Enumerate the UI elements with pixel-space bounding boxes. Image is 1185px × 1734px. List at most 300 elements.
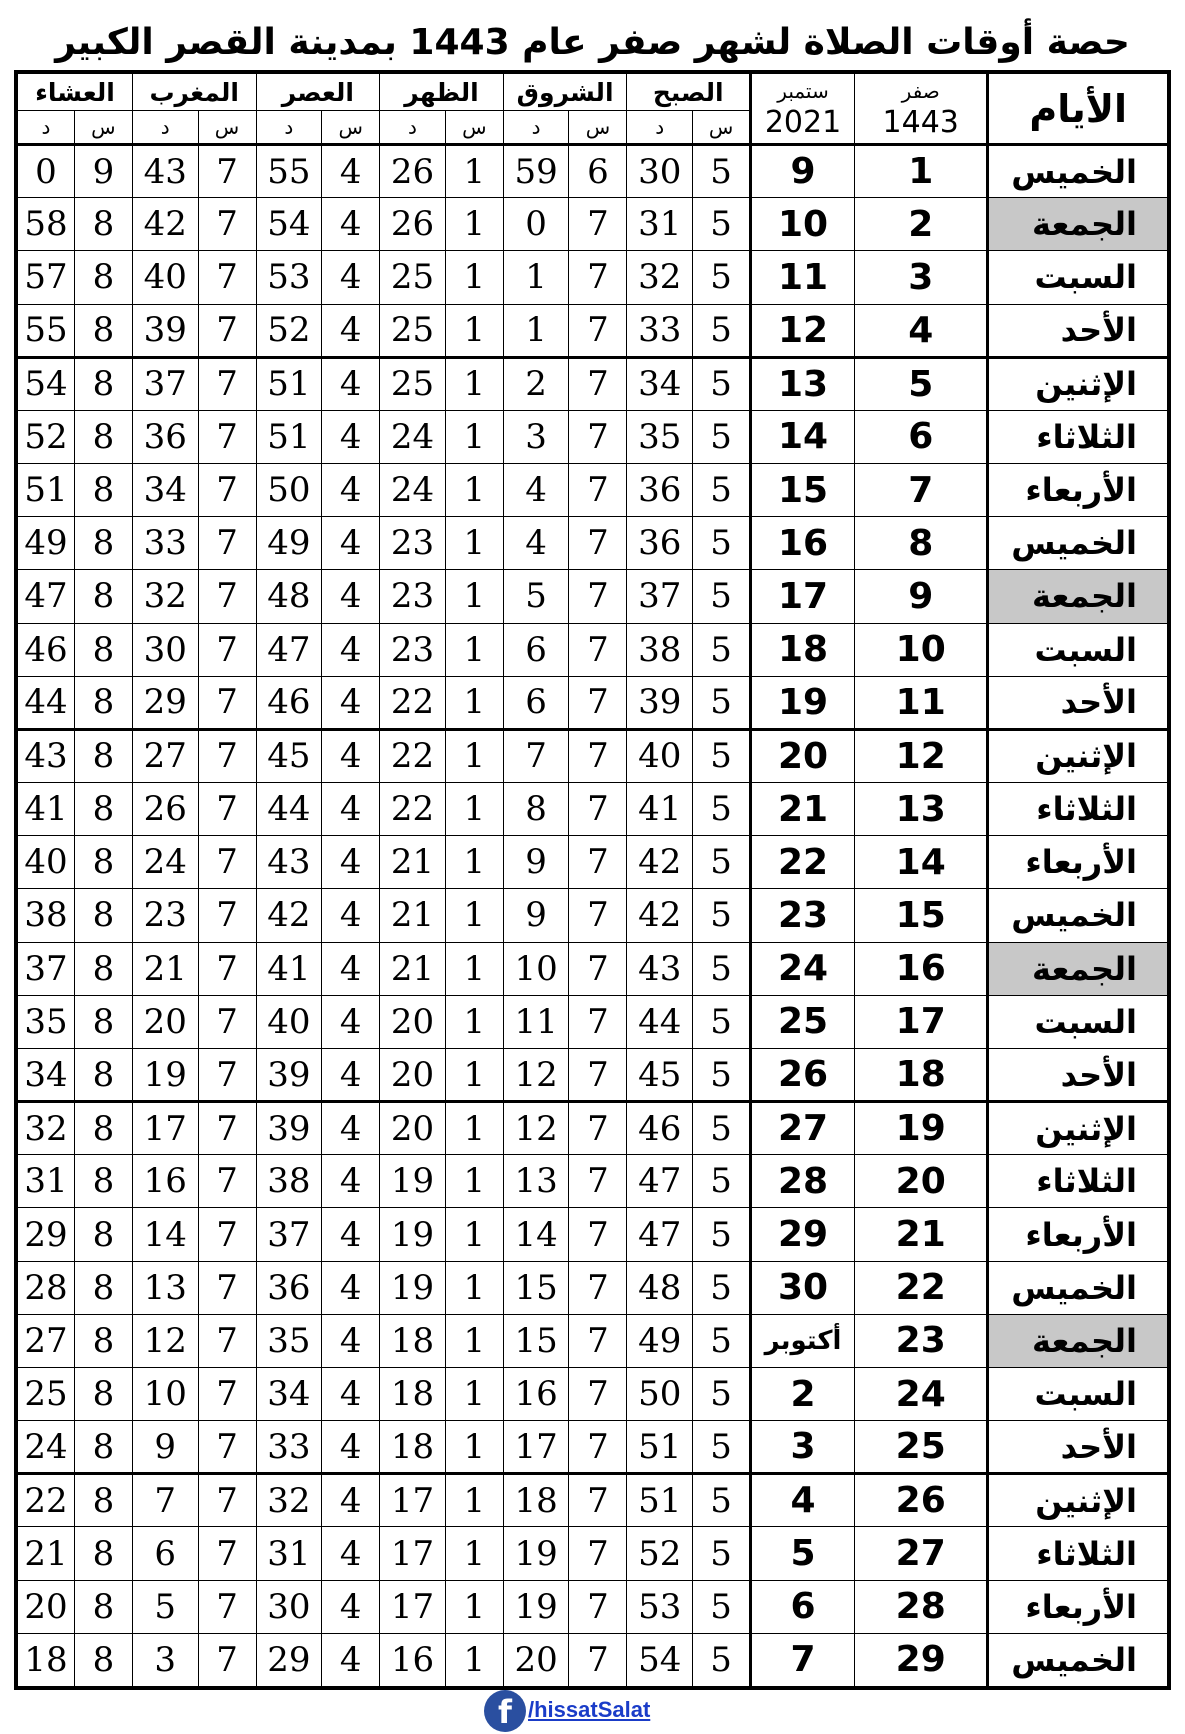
hour-cell: 4 bbox=[322, 1314, 380, 1367]
hour-cell: 7 bbox=[569, 1633, 627, 1686]
hour-cell: 4 bbox=[322, 1367, 380, 1420]
hour-cell: 7 bbox=[569, 1367, 627, 1420]
hour-cell: 4 bbox=[322, 729, 380, 782]
minute-cell: 20 bbox=[132, 995, 198, 1048]
minute-unit-label: د bbox=[256, 111, 322, 145]
gregorian-date-cell: 12 bbox=[751, 304, 855, 357]
hour-cell: 7 bbox=[198, 464, 256, 517]
hour-cell: 8 bbox=[74, 836, 132, 889]
minute-cell: 55 bbox=[18, 304, 75, 357]
hijri-year: 1443 bbox=[882, 104, 959, 140]
day-name-cell: الخميس bbox=[988, 889, 1168, 942]
table-row bbox=[18, 889, 1168, 942]
hijri-date-cell: 9 bbox=[854, 570, 987, 623]
gregorian-date-cell: 7 bbox=[751, 1633, 855, 1686]
hijri-date-cell: 2 bbox=[854, 198, 987, 251]
minute-cell: 22 bbox=[380, 783, 446, 836]
hour-cell: 7 bbox=[198, 304, 256, 357]
minute-cell: 18 bbox=[18, 1633, 75, 1686]
hour-cell: 1 bbox=[445, 836, 503, 889]
minute-cell: 54 bbox=[627, 1633, 693, 1686]
hour-cell: 7 bbox=[198, 623, 256, 676]
minute-cell: 39 bbox=[256, 1048, 322, 1101]
hour-cell: 5 bbox=[693, 464, 751, 517]
minute-cell: 12 bbox=[132, 1314, 198, 1367]
minute-cell: 13 bbox=[132, 1261, 198, 1314]
minute-cell: 21 bbox=[380, 942, 446, 995]
hour-cell: 7 bbox=[198, 410, 256, 463]
hour-cell: 5 bbox=[693, 410, 751, 463]
hour-cell: 7 bbox=[569, 623, 627, 676]
minute-cell: 8 bbox=[503, 783, 569, 836]
minute-cell: 15 bbox=[503, 1314, 569, 1367]
hour-cell: 5 bbox=[693, 570, 751, 623]
prayer-header: العصر bbox=[256, 74, 380, 111]
days-header: الأيام bbox=[988, 74, 1168, 145]
hour-cell: 8 bbox=[74, 729, 132, 782]
table-row bbox=[18, 1102, 1168, 1155]
hour-cell: 5 bbox=[693, 357, 751, 410]
hour-cell: 1 bbox=[445, 942, 503, 995]
day-name-cell: الأربعاء bbox=[988, 464, 1168, 517]
day-name-cell: الأحد bbox=[988, 676, 1168, 729]
hour-cell: 1 bbox=[445, 1633, 503, 1686]
hour-cell: 1 bbox=[445, 251, 503, 304]
hour-cell: 1 bbox=[445, 1102, 503, 1155]
hour-cell: 4 bbox=[322, 783, 380, 836]
facebook-page-link[interactable]: /hissatSalat bbox=[528, 1697, 651, 1722]
minute-cell: 26 bbox=[380, 198, 446, 251]
hour-cell: 7 bbox=[198, 1367, 256, 1420]
minute-cell: 42 bbox=[627, 836, 693, 889]
minute-cell: 23 bbox=[380, 570, 446, 623]
minute-cell: 41 bbox=[256, 942, 322, 995]
minute-cell: 22 bbox=[380, 729, 446, 782]
hour-cell: 4 bbox=[322, 1208, 380, 1261]
hour-cell: 1 bbox=[445, 198, 503, 251]
hour-cell: 1 bbox=[445, 1474, 503, 1527]
hour-cell: 4 bbox=[322, 1155, 380, 1208]
hour-cell: 1 bbox=[445, 1421, 503, 1474]
minute-cell: 41 bbox=[627, 783, 693, 836]
minute-cell: 36 bbox=[132, 410, 198, 463]
minute-cell: 43 bbox=[256, 836, 322, 889]
hour-cell: 1 bbox=[445, 464, 503, 517]
hour-cell: 4 bbox=[322, 676, 380, 729]
minute-cell: 19 bbox=[503, 1527, 569, 1580]
hour-cell: 4 bbox=[322, 836, 380, 889]
hijri-date-cell: 14 bbox=[854, 836, 987, 889]
minute-cell: 25 bbox=[380, 304, 446, 357]
hour-cell: 7 bbox=[198, 942, 256, 995]
minute-cell: 53 bbox=[256, 251, 322, 304]
hour-cell: 8 bbox=[74, 1633, 132, 1686]
hour-cell: 1 bbox=[445, 729, 503, 782]
hijri-date-cell: 6 bbox=[854, 410, 987, 463]
hour-cell: 4 bbox=[322, 995, 380, 1048]
minute-cell: 12 bbox=[503, 1102, 569, 1155]
minute-cell: 32 bbox=[18, 1102, 75, 1155]
hour-cell: 8 bbox=[74, 1048, 132, 1101]
minute-cell: 37 bbox=[18, 942, 75, 995]
hour-cell: 7 bbox=[198, 1633, 256, 1686]
hour-cell: 7 bbox=[198, 836, 256, 889]
hour-cell: 8 bbox=[74, 357, 132, 410]
hour-cell: 7 bbox=[198, 1155, 256, 1208]
hour-cell: 7 bbox=[569, 942, 627, 995]
hour-cell: 1 bbox=[445, 357, 503, 410]
hour-cell: 8 bbox=[74, 1102, 132, 1155]
minute-cell: 32 bbox=[627, 251, 693, 304]
hour-unit-label: س bbox=[569, 111, 627, 145]
hour-cell: 4 bbox=[322, 1580, 380, 1633]
minute-cell: 52 bbox=[256, 304, 322, 357]
prayer-header: العشاء bbox=[18, 74, 133, 111]
hour-cell: 7 bbox=[198, 198, 256, 251]
day-name-cell: الإثنين bbox=[988, 729, 1168, 782]
minute-cell: 0 bbox=[503, 198, 569, 251]
hour-cell: 5 bbox=[693, 783, 751, 836]
hijri-date-cell: 26 bbox=[854, 1474, 987, 1527]
hour-cell: 7 bbox=[569, 304, 627, 357]
minute-cell: 24 bbox=[18, 1421, 75, 1474]
gregorian-date-cell: 5 bbox=[751, 1527, 855, 1580]
hour-cell: 4 bbox=[322, 623, 380, 676]
minute-cell: 16 bbox=[503, 1367, 569, 1420]
minute-cell: 30 bbox=[256, 1580, 322, 1633]
gregorian-date-cell: 2 bbox=[751, 1367, 855, 1420]
minute-cell: 42 bbox=[256, 889, 322, 942]
minute-cell: 47 bbox=[18, 570, 75, 623]
hour-cell: 7 bbox=[198, 1580, 256, 1633]
hour-cell: 8 bbox=[74, 1580, 132, 1633]
gregorian-date-cell: 11 bbox=[751, 251, 855, 304]
gregorian-date-cell: 30 bbox=[751, 1261, 855, 1314]
minute-cell: 50 bbox=[256, 464, 322, 517]
hour-cell: 5 bbox=[693, 304, 751, 357]
minute-cell: 40 bbox=[256, 995, 322, 1048]
day-name-cell: الإثنين bbox=[988, 357, 1168, 410]
table-row bbox=[18, 1261, 1168, 1314]
minute-cell: 0 bbox=[18, 145, 75, 198]
hour-cell: 7 bbox=[569, 995, 627, 1048]
hour-cell: 4 bbox=[322, 1102, 380, 1155]
minute-cell: 35 bbox=[18, 995, 75, 1048]
gregorian-date-cell: 27 bbox=[751, 1102, 855, 1155]
minute-cell: 40 bbox=[132, 251, 198, 304]
hour-cell: 4 bbox=[322, 942, 380, 995]
minute-cell: 13 bbox=[503, 1155, 569, 1208]
hijri-month-label: صفر bbox=[901, 78, 940, 103]
hijri-date-cell: 29 bbox=[854, 1633, 987, 1686]
hour-cell: 7 bbox=[569, 570, 627, 623]
minute-cell: 1 bbox=[503, 304, 569, 357]
hour-cell: 1 bbox=[445, 410, 503, 463]
hijri-date-cell: 3 bbox=[854, 251, 987, 304]
minute-cell: 20 bbox=[18, 1580, 75, 1633]
day-name-cell: الجمعة bbox=[988, 570, 1168, 623]
minute-cell: 37 bbox=[627, 570, 693, 623]
day-name-cell: الجمعة bbox=[988, 942, 1168, 995]
prayer-header: المغرب bbox=[132, 74, 256, 111]
table-row bbox=[18, 198, 1168, 251]
hour-cell: 8 bbox=[74, 570, 132, 623]
table-row bbox=[18, 304, 1168, 357]
table-row bbox=[18, 1367, 1168, 1420]
minute-cell: 12 bbox=[503, 1048, 569, 1101]
minute-cell: 49 bbox=[627, 1314, 693, 1367]
hour-cell: 5 bbox=[693, 1155, 751, 1208]
minute-unit-label: د bbox=[627, 111, 693, 145]
minute-cell: 54 bbox=[256, 198, 322, 251]
minute-cell: 24 bbox=[380, 410, 446, 463]
hour-cell: 5 bbox=[693, 1633, 751, 1686]
hijri-date-cell: 18 bbox=[854, 1048, 987, 1101]
hijri-date-cell: 28 bbox=[854, 1580, 987, 1633]
hour-cell: 7 bbox=[569, 1474, 627, 1527]
hour-cell: 7 bbox=[569, 729, 627, 782]
gregorian-date-cell: 28 bbox=[751, 1155, 855, 1208]
hour-cell: 5 bbox=[693, 729, 751, 782]
hour-cell: 8 bbox=[74, 304, 132, 357]
hour-cell: 5 bbox=[693, 198, 751, 251]
table-row bbox=[18, 1208, 1168, 1261]
gregorian-date-cell: 18 bbox=[751, 623, 855, 676]
hour-cell: 5 bbox=[693, 1527, 751, 1580]
gregorian-date-cell: 6 bbox=[751, 1580, 855, 1633]
gregorian-date-cell: 14 bbox=[751, 410, 855, 463]
minute-cell: 27 bbox=[132, 729, 198, 782]
table-row bbox=[18, 729, 1168, 782]
hour-cell: 4 bbox=[322, 1261, 380, 1314]
day-name-cell: الثلاثاء bbox=[988, 410, 1168, 463]
minute-cell: 48 bbox=[256, 570, 322, 623]
hour-cell: 5 bbox=[693, 1314, 751, 1367]
minute-cell: 32 bbox=[132, 570, 198, 623]
minute-cell: 40 bbox=[627, 729, 693, 782]
hour-unit-label: س bbox=[445, 111, 503, 145]
hijri-date-cell: 15 bbox=[854, 889, 987, 942]
hour-cell: 5 bbox=[693, 942, 751, 995]
hijri-date-cell: 8 bbox=[854, 517, 987, 570]
hour-cell: 7 bbox=[569, 676, 627, 729]
day-name-cell: الجمعة bbox=[988, 1314, 1168, 1367]
minute-cell: 51 bbox=[18, 464, 75, 517]
gregorian-date-cell: أكتوبر bbox=[751, 1314, 855, 1367]
hour-cell: 1 bbox=[445, 1261, 503, 1314]
hour-cell: 7 bbox=[198, 1102, 256, 1155]
minute-cell: 19 bbox=[132, 1048, 198, 1101]
hour-cell: 4 bbox=[322, 570, 380, 623]
hour-cell: 7 bbox=[569, 836, 627, 889]
day-name-cell: السبت bbox=[988, 995, 1168, 1048]
table-row bbox=[18, 995, 1168, 1048]
hour-cell: 5 bbox=[693, 1474, 751, 1527]
day-name-cell: الأربعاء bbox=[988, 1208, 1168, 1261]
hour-cell: 5 bbox=[693, 145, 751, 198]
minute-cell: 3 bbox=[132, 1633, 198, 1686]
hour-cell: 5 bbox=[693, 1208, 751, 1261]
hour-cell: 4 bbox=[322, 251, 380, 304]
minute-cell: 57 bbox=[18, 251, 75, 304]
gregorian-date-cell: 21 bbox=[751, 783, 855, 836]
minute-cell: 36 bbox=[627, 517, 693, 570]
minute-cell: 39 bbox=[627, 676, 693, 729]
table-row bbox=[18, 942, 1168, 995]
minute-cell: 26 bbox=[380, 145, 446, 198]
gregorian-date-cell: 9 bbox=[751, 145, 855, 198]
hour-cell: 8 bbox=[74, 1474, 132, 1527]
hour-cell: 5 bbox=[693, 836, 751, 889]
minute-cell: 31 bbox=[627, 198, 693, 251]
minute-cell: 40 bbox=[18, 836, 75, 889]
day-name-cell: الأحد bbox=[988, 1048, 1168, 1101]
table-row bbox=[18, 145, 1168, 198]
minute-cell: 19 bbox=[380, 1155, 446, 1208]
minute-cell: 2 bbox=[503, 357, 569, 410]
minute-cell: 21 bbox=[132, 942, 198, 995]
hour-cell: 7 bbox=[569, 1421, 627, 1474]
hijri-date-cell: 22 bbox=[854, 1261, 987, 1314]
hour-cell: 8 bbox=[74, 1367, 132, 1420]
day-name-cell: الخميس bbox=[988, 145, 1168, 198]
hour-cell: 5 bbox=[693, 889, 751, 942]
minute-cell: 22 bbox=[380, 676, 446, 729]
minute-cell: 18 bbox=[380, 1367, 446, 1420]
minute-cell: 14 bbox=[503, 1208, 569, 1261]
minute-cell: 11 bbox=[503, 995, 569, 1048]
minute-cell: 42 bbox=[132, 198, 198, 251]
hour-cell: 7 bbox=[569, 1102, 627, 1155]
hour-cell: 4 bbox=[322, 1527, 380, 1580]
page-title: حصة أوقات الصلاة لشهر صفر عام 1443 بمدينة القصر الكبير bbox=[55, 22, 1130, 63]
hour-cell: 7 bbox=[198, 995, 256, 1048]
minute-cell: 16 bbox=[380, 1633, 446, 1686]
minute-cell: 10 bbox=[132, 1367, 198, 1420]
gregorian-date-cell: 15 bbox=[751, 464, 855, 517]
hour-cell: 7 bbox=[569, 357, 627, 410]
minute-cell: 39 bbox=[132, 304, 198, 357]
minute-cell: 42 bbox=[627, 889, 693, 942]
hour-cell: 7 bbox=[569, 251, 627, 304]
gregorian-date-cell: 22 bbox=[751, 836, 855, 889]
hour-cell: 8 bbox=[74, 623, 132, 676]
minute-cell: 50 bbox=[627, 1367, 693, 1420]
hijri-date-cell: 20 bbox=[854, 1155, 987, 1208]
minute-cell: 25 bbox=[18, 1367, 75, 1420]
minute-cell: 51 bbox=[256, 410, 322, 463]
hour-cell: 8 bbox=[74, 783, 132, 836]
minute-cell: 44 bbox=[18, 676, 75, 729]
gregorian-month-header bbox=[751, 74, 855, 145]
minute-cell: 34 bbox=[132, 464, 198, 517]
table-row bbox=[18, 464, 1168, 517]
hijri-date-cell: 17 bbox=[854, 995, 987, 1048]
gregorian-date-cell: 20 bbox=[751, 729, 855, 782]
hour-cell: 8 bbox=[74, 942, 132, 995]
hour-cell: 4 bbox=[322, 889, 380, 942]
hour-cell: 1 bbox=[445, 623, 503, 676]
minute-cell: 6 bbox=[132, 1527, 198, 1580]
minute-cell: 1 bbox=[503, 251, 569, 304]
hijri-date-cell: 25 bbox=[854, 1421, 987, 1474]
hour-cell: 4 bbox=[322, 145, 380, 198]
prayer-times-table bbox=[17, 73, 1168, 1687]
hour-cell: 1 bbox=[445, 304, 503, 357]
table-row bbox=[18, 357, 1168, 410]
day-name-cell: الأحد bbox=[988, 304, 1168, 357]
minute-cell: 6 bbox=[503, 676, 569, 729]
minute-cell: 32 bbox=[256, 1474, 322, 1527]
day-name-cell: الخميس bbox=[988, 517, 1168, 570]
gregorian-date-cell: 17 bbox=[751, 570, 855, 623]
day-name-cell: الثلاثاء bbox=[988, 783, 1168, 836]
gregorian-date-cell: 26 bbox=[751, 1048, 855, 1101]
minute-cell: 47 bbox=[256, 623, 322, 676]
hour-cell: 4 bbox=[322, 1048, 380, 1101]
gregorian-date-cell: 10 bbox=[751, 198, 855, 251]
hour-cell: 8 bbox=[74, 1261, 132, 1314]
gregorian-date-cell: 19 bbox=[751, 676, 855, 729]
minute-cell: 54 bbox=[18, 357, 75, 410]
minute-cell: 17 bbox=[380, 1527, 446, 1580]
hour-cell: 7 bbox=[569, 517, 627, 570]
hour-cell: 7 bbox=[198, 889, 256, 942]
minute-cell: 9 bbox=[503, 889, 569, 942]
hour-cell: 7 bbox=[569, 783, 627, 836]
minute-cell: 51 bbox=[627, 1421, 693, 1474]
minute-cell: 38 bbox=[627, 623, 693, 676]
minute-cell: 34 bbox=[627, 357, 693, 410]
minute-cell: 45 bbox=[627, 1048, 693, 1101]
hour-cell: 4 bbox=[322, 1633, 380, 1686]
minute-cell: 22 bbox=[18, 1474, 75, 1527]
minute-cell: 29 bbox=[256, 1633, 322, 1686]
table-row bbox=[18, 251, 1168, 304]
hijri-date-cell: 27 bbox=[854, 1527, 987, 1580]
hour-cell: 1 bbox=[445, 570, 503, 623]
hour-cell: 7 bbox=[569, 1314, 627, 1367]
day-name-cell: الأحد bbox=[988, 1421, 1168, 1474]
table-row bbox=[18, 836, 1168, 889]
minute-cell: 24 bbox=[132, 836, 198, 889]
hour-cell: 1 bbox=[445, 1367, 503, 1420]
hour-cell: 5 bbox=[693, 1367, 751, 1420]
day-name-cell: الأربعاء bbox=[988, 1580, 1168, 1633]
hijri-date-cell: 12 bbox=[854, 729, 987, 782]
minute-cell: 3 bbox=[503, 410, 569, 463]
hour-cell: 7 bbox=[198, 145, 256, 198]
hour-cell: 4 bbox=[322, 1474, 380, 1527]
minute-cell: 48 bbox=[627, 1261, 693, 1314]
hour-unit-label: س bbox=[198, 111, 256, 145]
minute-cell: 35 bbox=[627, 410, 693, 463]
hour-cell: 7 bbox=[198, 251, 256, 304]
hour-unit-label: س bbox=[322, 111, 380, 145]
hijri-date-cell: 16 bbox=[854, 942, 987, 995]
facebook-icon[interactable]: f bbox=[484, 1690, 526, 1732]
hour-cell: 1 bbox=[445, 889, 503, 942]
minute-cell: 9 bbox=[503, 836, 569, 889]
day-name-cell: الإثنين bbox=[988, 1102, 1168, 1155]
gregorian-date-cell: 3 bbox=[751, 1421, 855, 1474]
minute-cell: 26 bbox=[132, 783, 198, 836]
minute-cell: 20 bbox=[380, 1048, 446, 1101]
table-row bbox=[18, 1527, 1168, 1580]
hour-cell: 4 bbox=[322, 198, 380, 251]
gregorian-date-cell: 23 bbox=[751, 889, 855, 942]
minute-cell: 16 bbox=[132, 1155, 198, 1208]
